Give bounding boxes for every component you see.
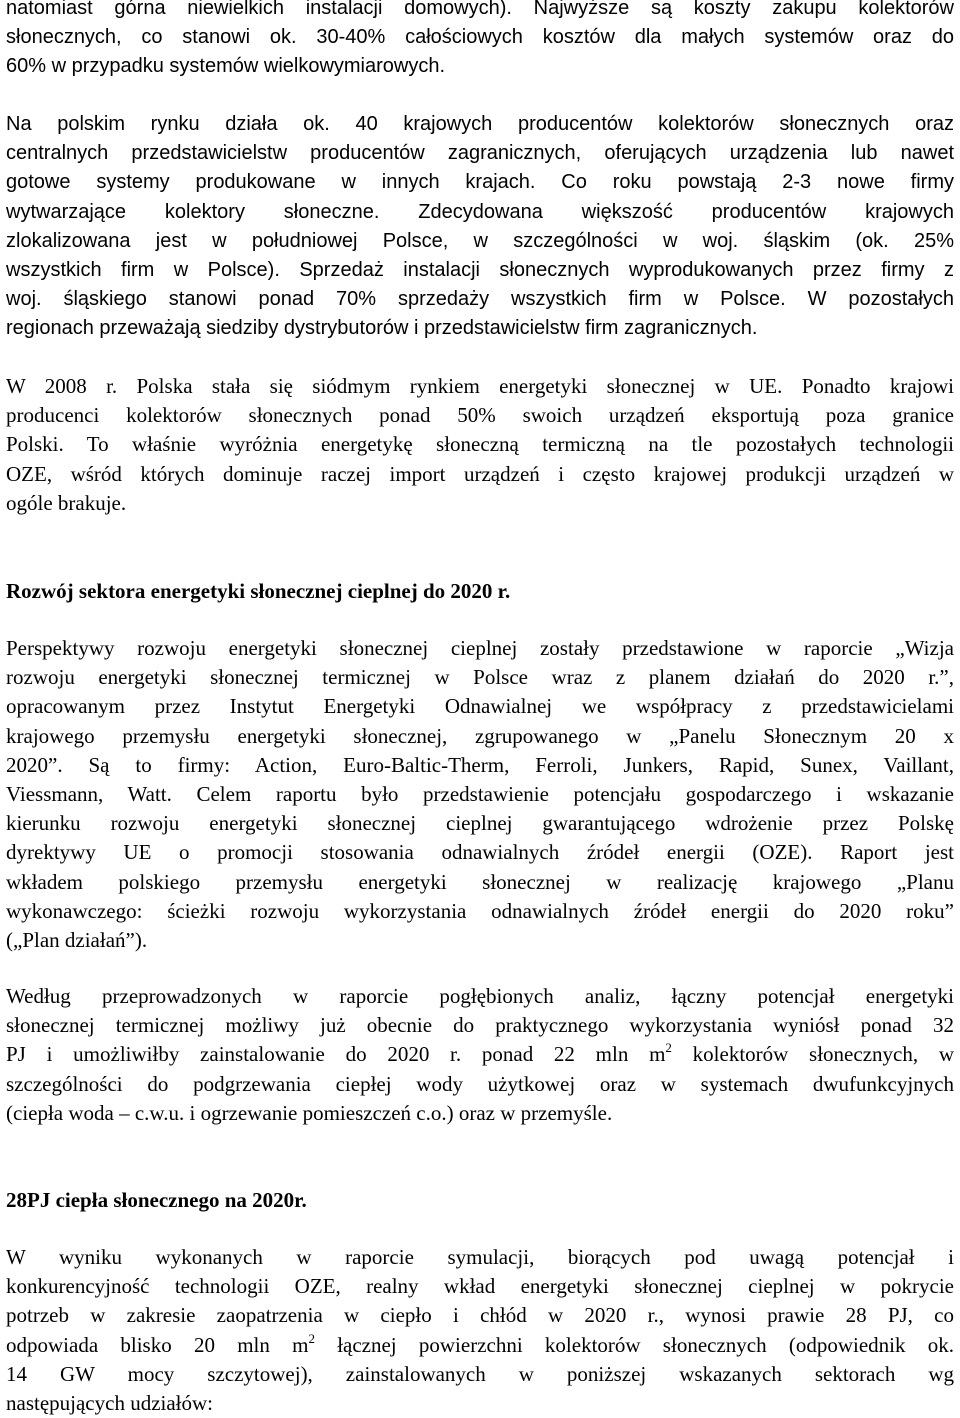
text-line xyxy=(6,1331,954,1360)
section-heading: Rozwój sektora energetyki słonecznej cieplnej do 2020 r. xyxy=(6,579,511,603)
text-line: Perspektywy rozwoju energetyki słonecznej cieplnej zostały przedstawione w raporcie „Wizja xyxy=(6,636,954,660)
text-line: następujących udziałów: xyxy=(6,1391,214,1416)
text-line: wszystkich firm w Polsce). Sprzedaż instalacji słonecznych wyprodukowanych przez firmy z xyxy=(6,259,954,282)
text-line: (ciepła woda – c.w.u. i ogrzewanie pomieszczeń c.o.) oraz w przemyśle. xyxy=(6,1100,613,1125)
text-line: wytwarzające kolektory słoneczne. Zdecydowana większość producentów krajowych xyxy=(6,200,954,223)
text-line xyxy=(6,1040,954,1069)
text-line: 2020”. Są to firmy: Action, Euro-Baltic-Therm, Ferroli, Junkers, Rapid, Sunex, Vaillant, xyxy=(6,752,954,777)
paragraph-perspectives xyxy=(6,634,954,955)
text-line: natomiast górna niewielkich instalacji domowych). Najwyższe są koszty zakupu kolektorów xyxy=(6,0,954,19)
text-line: OZE, wśród których dominuje raczej import urządzeń i często krajowej produkcji urządzeń w xyxy=(6,461,954,486)
paragraph-costs xyxy=(6,0,954,82)
text-segment: kolektorów słonecznych, w xyxy=(671,1042,954,1067)
text-line: gotowe systemy produkowane w innych krajach. Co roku powstają 2-3 nowe firmy xyxy=(6,171,954,194)
text-line: krajowego przemysłu energetyki słonecznej, zgrupowanego w „Panelu Słonecznym 20 x xyxy=(6,723,954,748)
paragraph-simulation xyxy=(6,1243,954,1418)
text-line: („Plan działań”). xyxy=(6,928,148,953)
text-line: W wyniku wykonanych w raporcie symulacji, biorących pod uwagą potencjał i xyxy=(6,1245,954,1269)
text-line: słonecznej termicznej możliwy już obecnie do praktycznego wykorzystania wyniósł ponad 32 xyxy=(6,1013,954,1038)
paragraph-polish-market xyxy=(6,110,954,344)
text-line: regionach przeważają siedziby dystrybutorów i przedstawicielstw firm zagranicznych. xyxy=(6,317,758,340)
text-segment: PJ i umożliwiłby zainstalowanie do 2020 r. ponad 22 mln m xyxy=(6,1042,666,1067)
text-line: 60% w przypadku systemów wielkowymiarowych. xyxy=(6,55,446,78)
text-line: słonecznych, co stanowi ok. 30-40% całościowych kosztów dla małych systemów oraz do xyxy=(6,26,954,49)
text-line: rozwoju energetyki słonecznej termicznej w Polsce wraz z planem działań do 2020 r.”, xyxy=(6,665,954,690)
text-line: kierunku rozwoju energetyki słonecznej cieplnej gwarantującego wdrożenie przez Polskę xyxy=(6,811,954,836)
text-line: opracowanym przez Instytut Energetyki Odnawialnej we współpracy z przedstawicielami xyxy=(6,694,954,719)
text-line: potrzeb w zakresie zaopatrzenia w ciepło i chłód w 2020 r., wynosi prawie 28 PJ, co xyxy=(6,1303,954,1328)
text-line: Polski. To właśnie wyróżnia energetykę słoneczną termiczną na tle pozostałych technologii xyxy=(6,432,954,457)
text-segment: odpowiada blisko 20 mln m xyxy=(6,1332,309,1357)
text-line: konkurencyjność technologii OZE, realny wkład energetyki słonecznej cieplnej w pokrycie xyxy=(6,1274,954,1299)
text-line: wkładem polskiego przemysłu energetyki słonecznej w realizację krajowego „Planu xyxy=(6,869,954,894)
section-heading: 28PJ ciepła słonecznego na 2020r. xyxy=(6,1188,307,1212)
text-line: centralnych przedstawicielstw producentów zagranicznych, oferujących urządzenia lub nawet xyxy=(6,142,954,165)
paragraph-potential xyxy=(6,982,954,1128)
paragraph-2008 xyxy=(6,372,954,518)
text-line: ogóle brakuje. xyxy=(6,490,127,515)
text-line: producenci kolektorów słonecznych ponad 50% swoich urządzeń eksportują poza granice xyxy=(6,403,954,428)
text-line: Viessmann, Watt. Celem raportu było przedstawienie potencjału gospodarczego i wskazanie xyxy=(6,782,954,807)
text-line: Według przeprowadzonych w raporcie pogłębionych analiz, łączny potencjał energetyki xyxy=(6,984,954,1008)
text-line: woj. śląskiego stanowi ponad 70% sprzedaży wszystkich firm w Polsce. W pozostałych xyxy=(6,288,954,311)
text-line: W 2008 r. Polska stała się siódmym rynkiem energetyki słonecznej w UE. Ponadto krajowi xyxy=(6,374,954,398)
text-line: zlokalizowana jest w południowej Polsce, w szczególności w woj. śląskim (ok. 25% xyxy=(6,229,954,252)
text-line: 14 GW mocy szczytowej), zainstalowanych w poniższej wskazanych sektorach wg xyxy=(6,1361,954,1386)
text-line: Na polskim rynku działa ok. 40 krajowych producentów kolektorów słonecznych oraz xyxy=(6,113,954,135)
text-line: wykonawczego: ścieżki rozwoju wykorzystania odnawialnych źródeł energii do 2020 roku” xyxy=(6,898,954,923)
text-segment: łącznej powierzchni kolektorów słonecznych (odpowiednik ok. xyxy=(314,1332,954,1357)
text-line: dyrektywy UE o promocji stosowania odnawialnych źródeł energii (OZE). Raport jest xyxy=(6,840,954,865)
superscript: 2 xyxy=(308,1330,315,1346)
superscript: 2 xyxy=(665,1040,672,1056)
text-line: szczególności do podgrzewania ciepłej wody użytkowej oraz w systemach dwufunkcyjnych xyxy=(6,1071,954,1096)
